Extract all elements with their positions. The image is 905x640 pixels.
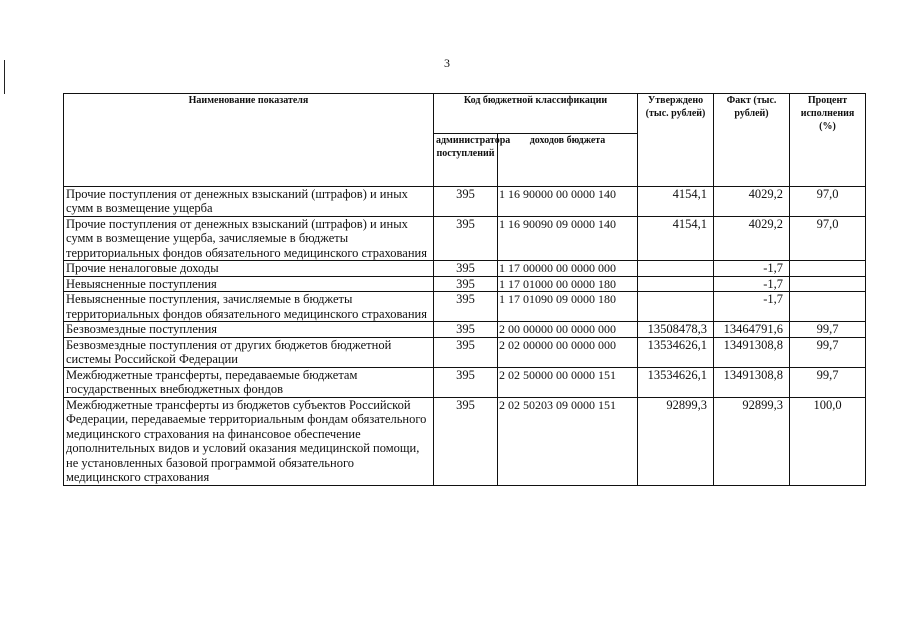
row-income-code: 2 00 00000 00 0000 000: [498, 322, 638, 338]
header-approved: Утверждено (тыс. рублей): [638, 94, 714, 134]
table-row: [64, 337, 866, 367]
row-admin-code: 395: [434, 186, 498, 216]
header-code-group: Код бюджетной классификации: [434, 94, 638, 134]
row-admin-code: 395: [434, 261, 498, 277]
row-fact: 4029,2: [714, 186, 790, 216]
row-percent: 99,7: [790, 322, 866, 338]
table-row: [64, 186, 866, 216]
row-name: Прочие неналоговые доходы: [64, 261, 434, 277]
header-admin: администратора поступлений: [434, 133, 498, 186]
row-admin-code: 395: [434, 276, 498, 292]
table-row: [64, 367, 866, 397]
row-admin-code: 395: [434, 367, 498, 397]
row-fact: -1,7: [714, 276, 790, 292]
row-percent: 99,7: [790, 367, 866, 397]
row-admin-code: 395: [434, 397, 498, 485]
row-name: Межбюджетные трансферты, передаваемые бюджетам государственных внебюджетных фондов: [64, 367, 434, 397]
row-name: Прочие поступления от денежных взысканий (штрафов) и иных сумм в возмещение ущерба: [64, 186, 434, 216]
row-admin-code: 395: [434, 337, 498, 367]
header-approved-spacer: [638, 133, 714, 186]
table-row: [64, 397, 866, 485]
row-income-code: 1 17 00000 00 0000 000: [498, 261, 638, 277]
row-percent: [790, 276, 866, 292]
row-approved: [638, 276, 714, 292]
table-body: [64, 186, 866, 485]
header-row-1: [64, 94, 866, 134]
row-fact: -1,7: [714, 292, 790, 322]
row-fact: 92899,3: [714, 397, 790, 485]
row-name: Безвозмездные поступления от других бюджетов бюджетной системы Российской Федерации: [64, 337, 434, 367]
header-fact: Факт (тыс. рублей): [714, 94, 790, 134]
row-name: Безвозмездные поступления: [64, 322, 434, 338]
header-percent: Процент исполнения (%): [790, 94, 866, 134]
row-percent: [790, 292, 866, 322]
header-percent-spacer: [790, 133, 866, 186]
row-fact: -1,7: [714, 261, 790, 277]
row-admin-code: 395: [434, 292, 498, 322]
row-income-code: 1 16 90000 00 0000 140: [498, 186, 638, 216]
row-percent: [790, 261, 866, 277]
row-percent: 100,0: [790, 397, 866, 485]
row-income-code: 2 02 50203 09 0000 151: [498, 397, 638, 485]
header-fact-spacer: [714, 133, 790, 186]
row-income-code: 2 02 00000 00 0000 000: [498, 337, 638, 367]
row-percent: 97,0: [790, 216, 866, 261]
row-fact: 13491308,8: [714, 337, 790, 367]
row-name: Невыясненные поступления, зачисляемые в бюджеты территориальных фондов обязательного медицинского страхования: [64, 292, 434, 322]
margin-rule: [4, 60, 5, 94]
row-percent: 99,7: [790, 337, 866, 367]
row-approved: [638, 261, 714, 277]
row-approved: 4154,1: [638, 186, 714, 216]
header-income: доходов бюджета: [498, 133, 638, 186]
table-row: [64, 276, 866, 292]
table-row: [64, 216, 866, 261]
table-row: [64, 322, 866, 338]
row-name: Прочие поступления от денежных взысканий (штрафов) и иных сумм в возмещение ущерба, зачисляемые в бюджеты территориальных фондов обязательного медицинского страхования: [64, 216, 434, 261]
header-name-spacer: [64, 133, 434, 186]
row-approved: 13534626,1: [638, 367, 714, 397]
row-fact: 4029,2: [714, 216, 790, 261]
page-number: 3: [444, 56, 450, 70]
row-fact: 13491308,8: [714, 367, 790, 397]
table-row: [64, 292, 866, 322]
header-row-2: [64, 133, 866, 186]
row-approved: [638, 292, 714, 322]
row-fact: 13464791,6: [714, 322, 790, 338]
row-income-code: 1 16 90090 09 0000 140: [498, 216, 638, 261]
row-approved: 4154,1: [638, 216, 714, 261]
row-admin-code: 395: [434, 322, 498, 338]
row-percent: 97,0: [790, 186, 866, 216]
budget-table: [63, 93, 866, 486]
row-approved: 92899,3: [638, 397, 714, 485]
row-income-code: 2 02 50000 00 0000 151: [498, 367, 638, 397]
row-name: Невыясненные поступления: [64, 276, 434, 292]
row-approved: 13508478,3: [638, 322, 714, 338]
table-row: [64, 261, 866, 277]
header-name: Наименование показателя: [64, 94, 434, 134]
row-name: Межбюджетные трансферты из бюджетов субъектов Российской Федерации, передаваемые территориальным фондам обязательного медицинского страхования на финансовое обеспечение дополнительных видов и условий оказания медицинской помощи, не установленных базовой программой обязательного медицинского страхования: [64, 397, 434, 485]
row-approved: 13534626,1: [638, 337, 714, 367]
row-income-code: 1 17 01090 09 0000 180: [498, 292, 638, 322]
row-income-code: 1 17 01000 00 0000 180: [498, 276, 638, 292]
row-admin-code: 395: [434, 216, 498, 261]
